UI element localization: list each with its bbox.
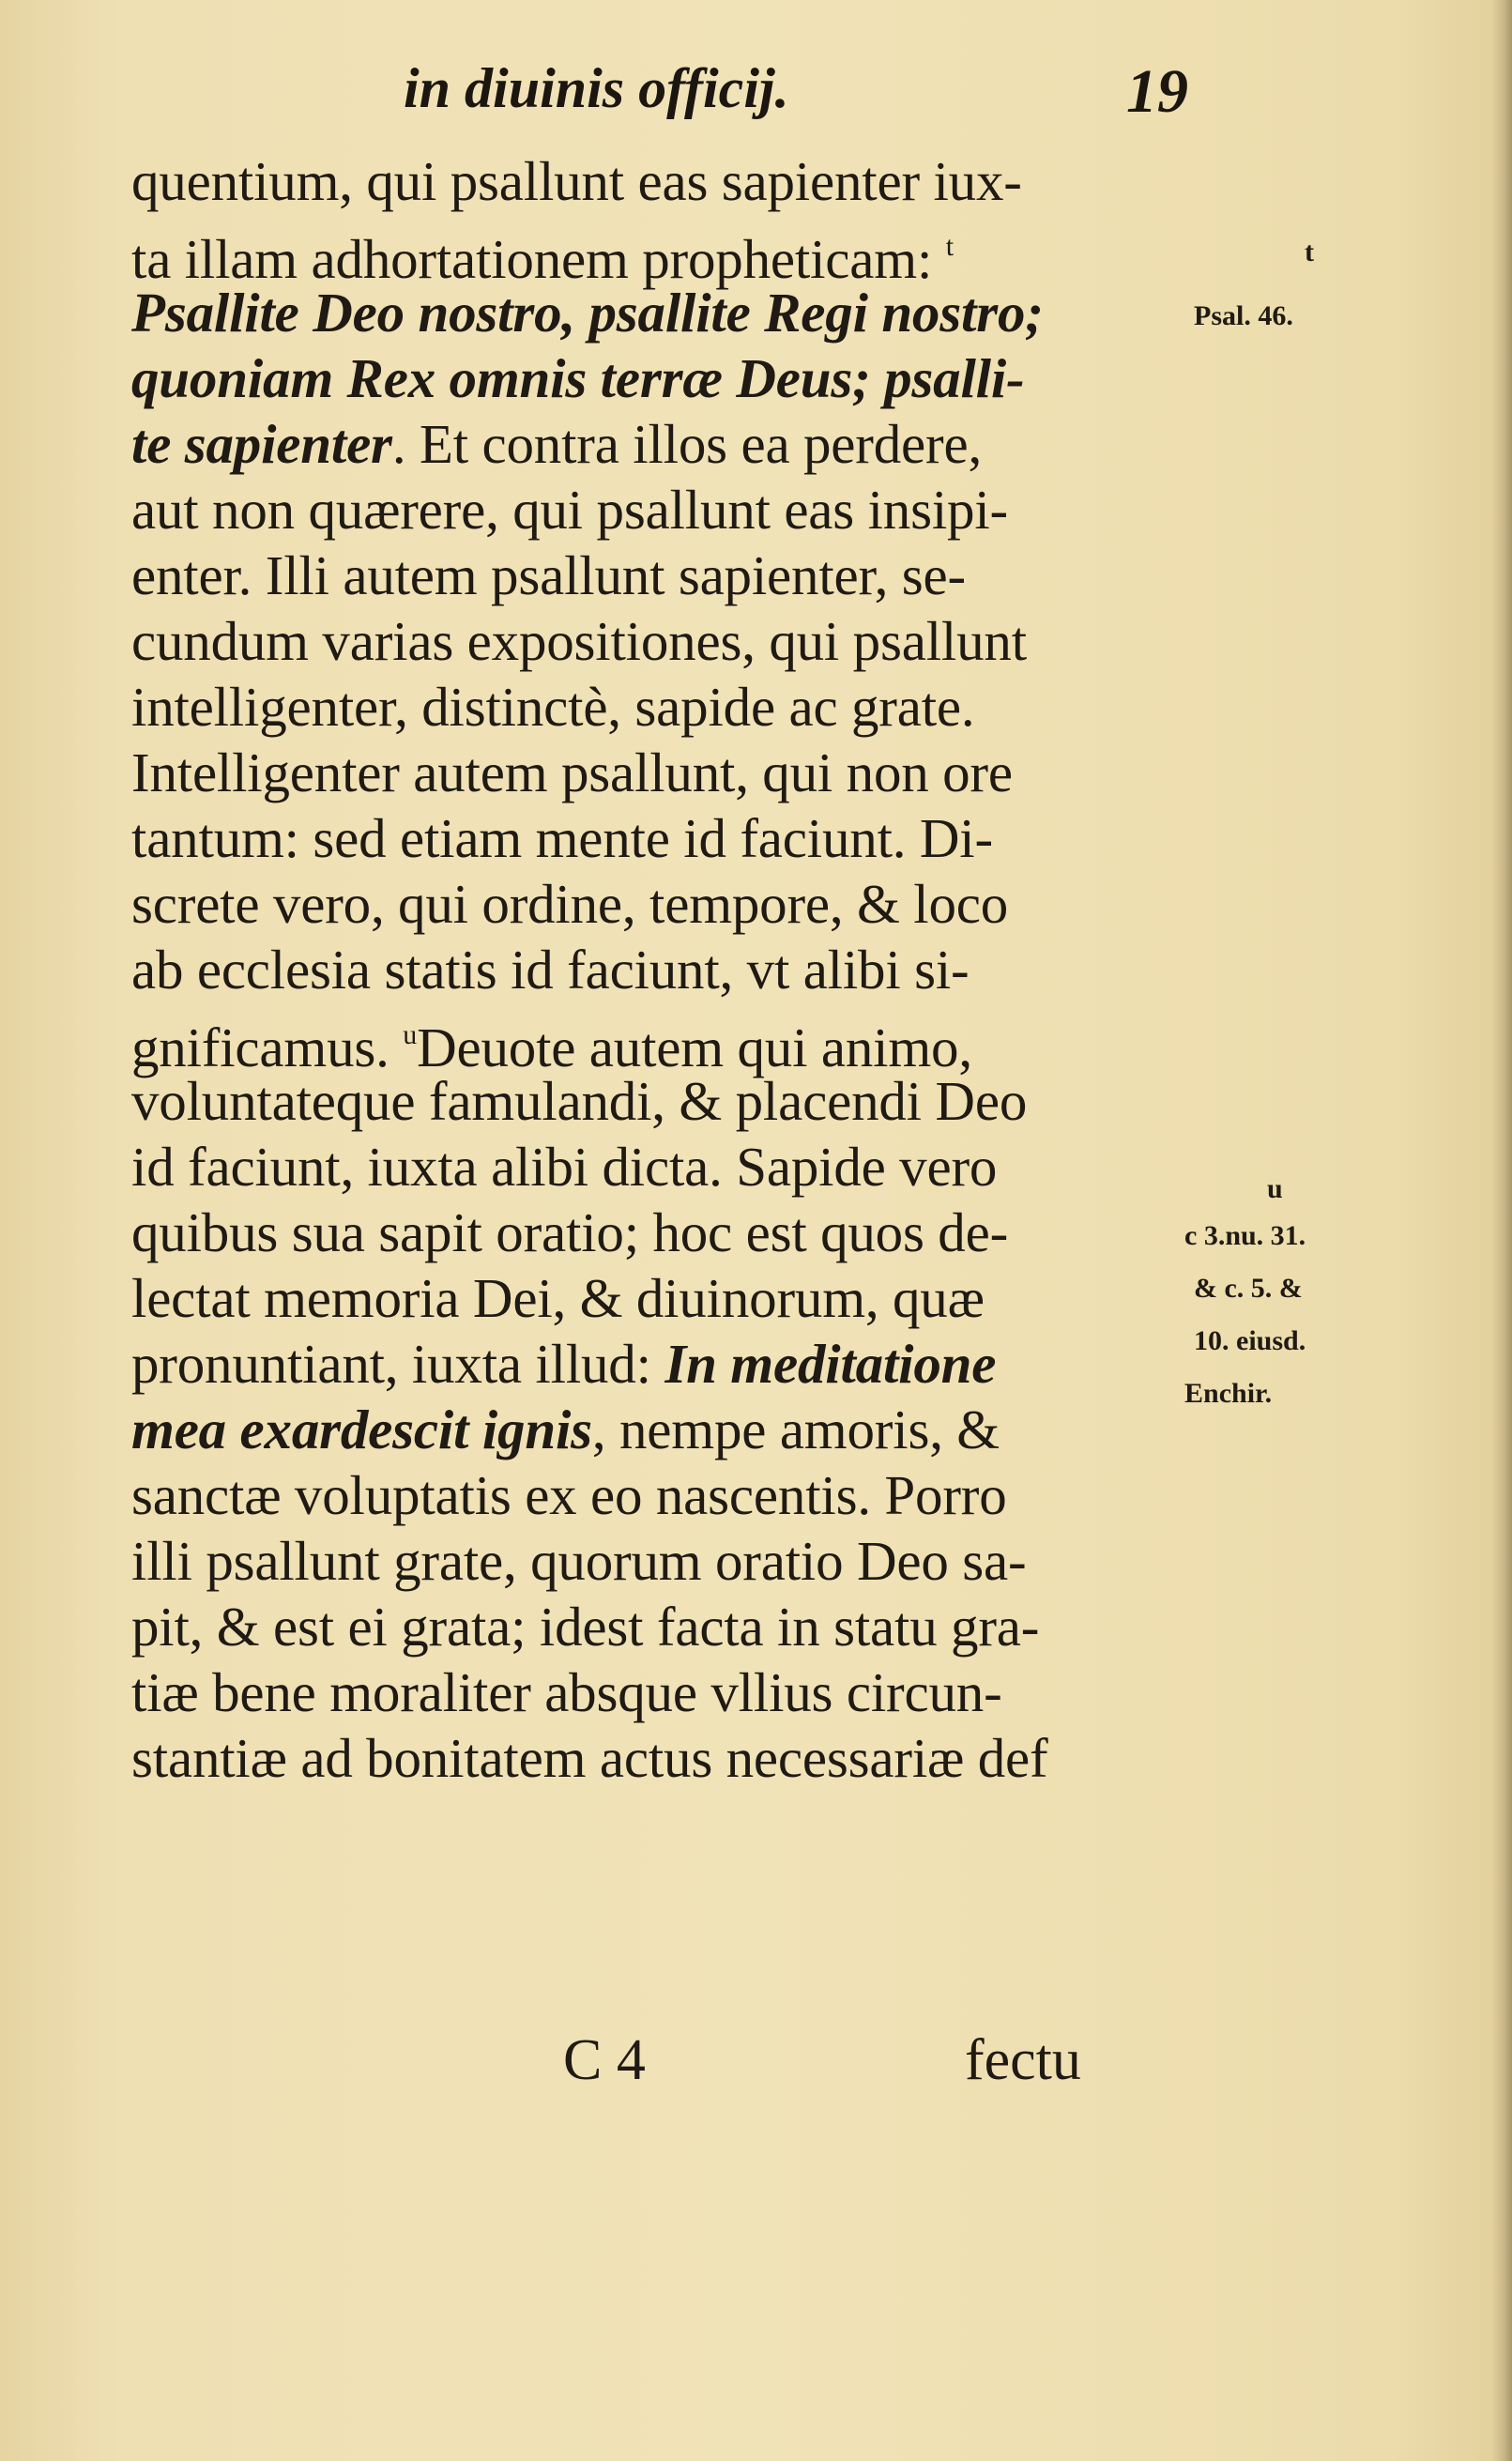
margin-note-u-line2: & c. 5. & (1194, 1273, 1303, 1304)
text-line (131, 871, 1192, 937)
text-line (131, 543, 1192, 608)
text-segment: quentium, qui psallunt eas sapienter iux- (131, 150, 1022, 212)
margin-note-psalm-reference: Psal. 46. (1194, 300, 1293, 331)
text-segment: screte vero, qui ordine, tempore, & loco (131, 873, 1009, 935)
italic-segment: In meditatione (664, 1333, 997, 1395)
note-marker: t (945, 231, 954, 262)
text-line (131, 1659, 1192, 1725)
text-segment: sanctæ voluptatis ex eo nascentis. Porro (131, 1464, 1007, 1526)
italic-segment: quoniam Rex omnis terræ Deus; psalli- (131, 347, 1025, 409)
italic-segment: mea exardescit ignis (131, 1399, 592, 1460)
page-number: 19 (1126, 57, 1188, 126)
margin-note-u-line3: 10. eiusd. (1194, 1325, 1306, 1356)
running-head: in diuinis officij. (404, 57, 789, 119)
text-segment: quibus sua sapit oratio; hoc est quos de- (131, 1201, 1009, 1263)
text-line (131, 608, 1192, 674)
text-segment: aut non quærere, qui psallunt eas insipi- (131, 479, 1008, 541)
text-segment: , nempe amoris, & (591, 1399, 1000, 1460)
text-line (131, 937, 1192, 1002)
text-segment: illi psallunt grate, quorum oratio Deo sa- (131, 1530, 1027, 1592)
text-line (131, 411, 1192, 477)
text-segment: enter. Illi autem psallunt sapienter, se- (131, 544, 966, 606)
text-line (131, 1200, 1192, 1265)
text-line (131, 1462, 1192, 1528)
signature-mark: C 4 (563, 2028, 646, 2092)
note-marker: u (403, 1019, 418, 1050)
text-segment: intelligenter, distinctè, sapide ac grate. (131, 676, 975, 738)
text-segment: Intelligenter autem psallunt, qui non ore (131, 741, 1013, 803)
text-line (131, 1331, 1192, 1397)
text-line (131, 280, 1192, 345)
text-line (131, 805, 1192, 871)
text-line (131, 1068, 1192, 1134)
margin-note-u-marker: u (1267, 1173, 1283, 1204)
margin-note-t-marker: t (1305, 237, 1314, 268)
text-line (131, 1397, 1192, 1462)
text-segment: gnificamus. (131, 1016, 404, 1078)
text-line (131, 740, 1192, 805)
catchword: fectu (965, 2028, 1081, 2092)
text-segment: cundum varias expositiones, qui psallunt (131, 610, 1027, 672)
text-line (131, 674, 1192, 740)
text-line (131, 1002, 1192, 1078)
italic-segment: te sapienter (131, 413, 392, 475)
text-segment: lectat memoria Dei, & diuinorum, quæ (131, 1267, 985, 1329)
text-line (131, 345, 1192, 411)
text-segment: tiæ bene moraliter absque vllius circun- (131, 1661, 1002, 1723)
text-line (131, 477, 1192, 543)
text-segment: voluntateque famulandi, & placendi Deo (131, 1070, 1028, 1132)
text-line (131, 214, 1192, 290)
italic-segment: Psallite Deo nostro, psallite Regi nostro; (131, 282, 1044, 344)
text-segment: pit, & est ei grata; idest facta in statu gra- (131, 1596, 1040, 1658)
text-line (131, 1265, 1192, 1331)
text-segment: ta illam adhortationem propheticam: (131, 228, 946, 290)
text-segment: ab ecclesia statis id faciunt, vt alibi si- (131, 939, 970, 1001)
text-segment: tantum: sed etiam mente id faciunt. Di- (131, 807, 993, 869)
text-line (131, 148, 1192, 214)
text-line (131, 1594, 1192, 1659)
text-segment: Deuote autem qui animo, (417, 1016, 972, 1078)
text-line (131, 1134, 1192, 1200)
text-line (131, 1725, 1192, 1791)
text-segment: id faciunt, iuxta alibi dicta. Sapide vero (131, 1136, 998, 1198)
text-segment: stantiæ ad bonitatem actus necessariæ def (131, 1727, 1048, 1789)
text-segment: pronuntiant, iuxta illud: (131, 1333, 665, 1395)
margin-note-u-line4: Enchir. (1184, 1378, 1273, 1409)
body-text (131, 148, 1192, 1791)
text-segment: . Et contra illos ea perdere, (391, 413, 982, 475)
footer-line (0, 2027, 1512, 2102)
margin-note-u-line1: c 3.nu. 31. (1184, 1220, 1306, 1251)
text-line (131, 1528, 1192, 1594)
